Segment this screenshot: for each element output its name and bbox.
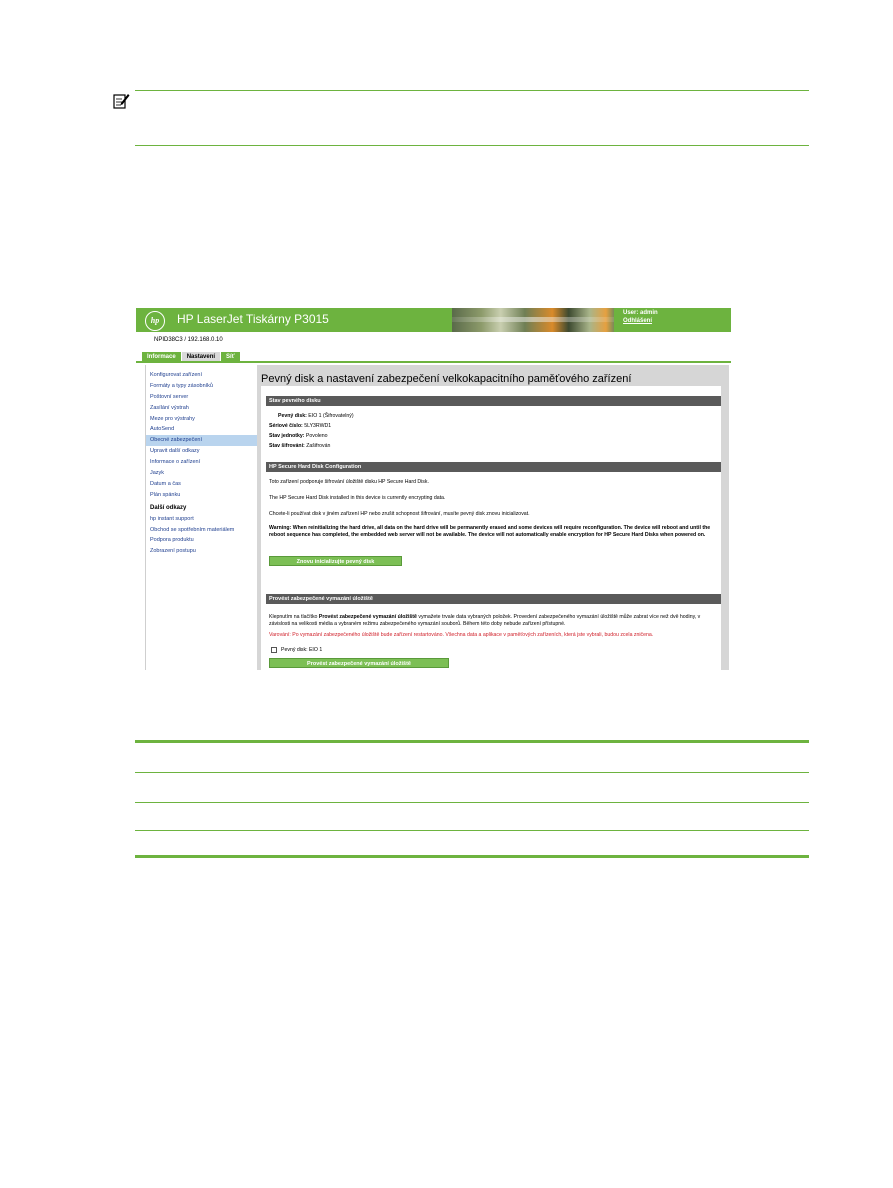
page-title: Pevný disk a nastavení zabezpečení velkokapacitního paměťového zařízení	[261, 373, 632, 385]
sidebar-item-configure-device[interactable]: Konfigurovat zařízení	[150, 372, 202, 378]
status-label-serial: Sériové číslo:	[269, 423, 303, 429]
content-panel	[261, 386, 721, 670]
sidebar-item-sleep-schedule[interactable]: Plán spánku	[150, 491, 181, 498]
device-host: NPID38C3 / 192.168.0.10	[154, 337, 223, 343]
eio1-checkbox[interactable]	[271, 647, 277, 653]
config-line-2: The HP Secure Hard Disk installed in this device is currently encrypting data.	[269, 495, 446, 501]
erase-description	[269, 614, 715, 628]
status-row-serial	[269, 423, 331, 430]
status-value-disk: EIO 1 (Šifrovatelný)	[308, 413, 354, 419]
tab-informace[interactable]: Informace	[142, 352, 181, 362]
erase-section-header: Provést zabezpečené vymazání úložiště	[266, 594, 721, 604]
tab-nastaveni[interactable]: Nastavení	[182, 352, 220, 362]
table-top-rule	[135, 740, 809, 743]
erase-desc-bold: Provést zabezpečené vymazání úložiště	[318, 614, 417, 620]
eio1-checkbox-label: Pevný disk: EIO 1	[281, 647, 323, 653]
sidebar-item-alert-thresholds[interactable]: Meze pro výstrahy	[150, 415, 195, 422]
config-line-3: Chcete-li používat disk v jiném zařízení HP nebo zrušit schopnost šifrování, musíte pevný disk znovu inicializovat.	[269, 511, 530, 517]
sidebar	[145, 365, 257, 670]
reinitialize-disk-button[interactable]: Znovu inicializujte pevný disk	[269, 556, 402, 566]
logout-link[interactable]: Odhlášení	[623, 318, 653, 324]
user-label: User: admin	[623, 310, 658, 316]
table-bottom-rule	[135, 855, 809, 858]
tab-underline	[136, 361, 731, 363]
sidebar-item-mail-server[interactable]: Poštovní server	[150, 393, 189, 400]
sidebar-item-device-info[interactable]: Informace o zařízení	[150, 459, 201, 466]
ews-screenshot	[136, 308, 731, 670]
sidebar-link-supplies-shop[interactable]: Obchod se spotřebním materiálem	[150, 526, 235, 533]
ews-header	[136, 308, 731, 332]
header-banner-image	[452, 308, 614, 332]
sidebar-link-show-me-how[interactable]: Zobrazení postupu	[150, 548, 196, 555]
status-label-encryption: Stav šifrování:	[269, 443, 305, 449]
sidebar-item-alerts[interactable]: Zasílání výstrah	[150, 404, 189, 411]
table-row-rule	[135, 830, 809, 831]
secure-erase-button[interactable]: Provést zabezpečené vymazání úložiště	[269, 658, 449, 668]
status-row-encryption	[269, 443, 330, 450]
note-icon	[112, 92, 130, 110]
erase-desc-suffix: vymažete trvale data vybraných položek. Provedení zabezpečeného vymazání úložiště může zabrat více než dvě hodiny, v závislosti na velikosti média a vybraném režimu zabezpečeného vymazání souborů. Během této doby nebude zařízení přístupné.	[269, 614, 701, 627]
sidebar-item-language[interactable]: Jazyk	[150, 470, 165, 477]
hp-logo: hp	[145, 311, 165, 331]
sidebar-link-product-support[interactable]: Podpora produktu	[150, 537, 194, 544]
sidebar-item-general-security[interactable]: Obecné zabezpečení	[146, 435, 257, 446]
status-value-encryption: Zašifrován	[306, 443, 331, 449]
erase-red-warning: Varování: Po vymazání zabezpečeného úložiště bude zařízení restartováno. Všechna data a aplikace v paměťových zařízeních, která jste vybrali, budou zcela zničena.	[269, 632, 654, 638]
status-value-drive-state: Povoleno	[305, 433, 328, 439]
table-row-rule	[135, 802, 809, 803]
sidebar-item-edit-other-links[interactable]: Upravit další odkazy	[150, 448, 200, 455]
status-value-serial: 5LY3RWD1	[304, 423, 332, 429]
user-box	[623, 309, 658, 325]
sidebar-item-autosend[interactable]: AutoSend	[150, 426, 175, 433]
sidebar-item-date-time[interactable]: Datum a čas	[150, 480, 181, 487]
product-title: HP LaserJet Tiskárny P3015	[177, 312, 329, 326]
sidebar-item-tray-formats[interactable]: Formáty a typy zásobníků	[150, 382, 213, 389]
config-section-header: HP Secure Hard Disk Configuration	[266, 462, 721, 472]
erase-desc-prefix: Klepnutím na tlačítko	[269, 614, 319, 620]
status-label-drive-state: Stav jednotky:	[269, 433, 305, 439]
status-row-disk	[278, 413, 354, 420]
config-warning: Warning: When reinitializing the hard drive, all data on the hard drive will be permanently erased and some devices will require reconfiguration. The device will reboot and until the reboot sequence has completed, the embedded web server will not be available. The device will not automatically enable encryption for HP Secure Hard Disks when powered on.	[269, 525, 711, 538]
status-section-header: Stav pevného disku	[266, 396, 721, 406]
sidebar-link-instant-support[interactable]: hp instant support	[150, 515, 194, 522]
note-bottom-rule	[135, 145, 809, 146]
status-row-drive-state	[269, 433, 328, 440]
other-links-heading: Další odkazy	[150, 504, 187, 511]
config-line-1: Toto zařízení podporuje šifrování úložiště disku HP Secure Hard Disk.	[269, 479, 429, 485]
table-row-rule	[135, 772, 809, 773]
tab-sit[interactable]: Síť	[221, 352, 240, 362]
note-top-rule	[135, 90, 809, 91]
status-label-disk: Pevný disk:	[278, 413, 307, 419]
